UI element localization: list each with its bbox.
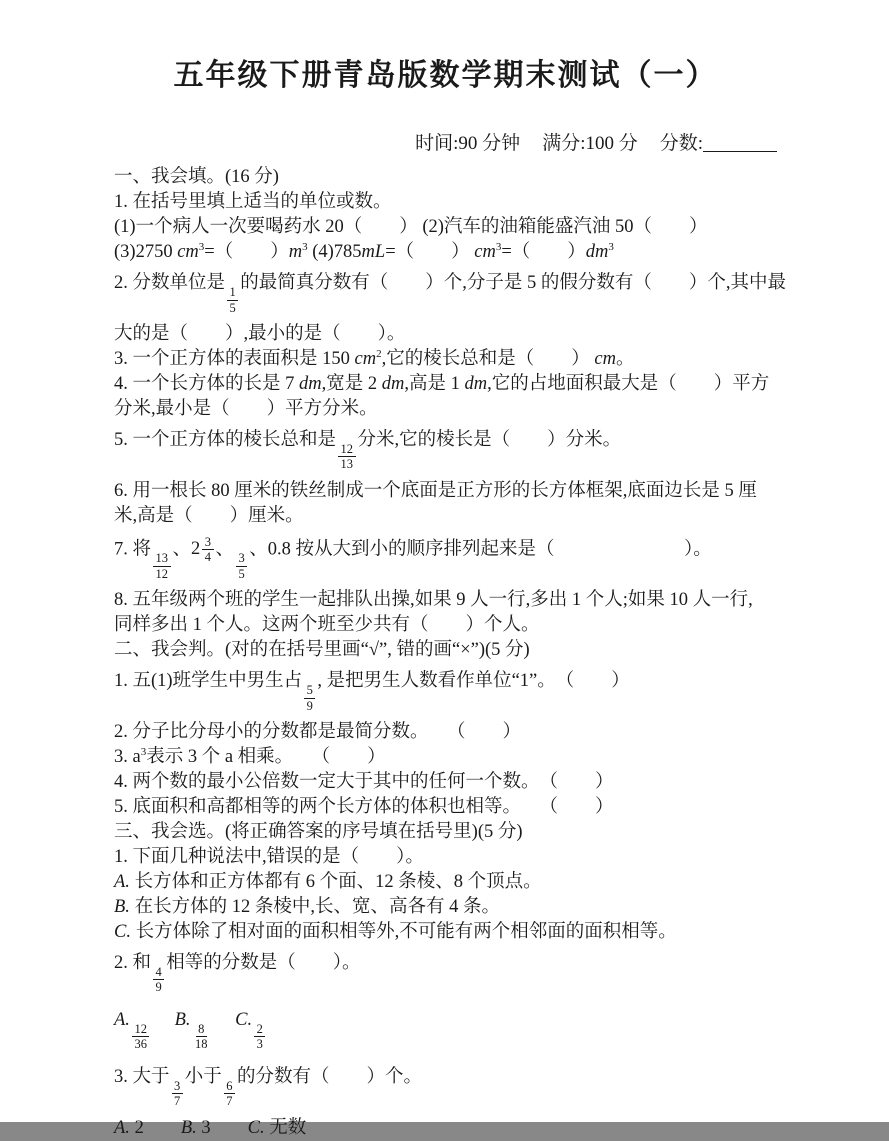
q3-1-option-a [114,870,777,895]
text-run: 3 [196,1117,248,1138]
q2-3 [114,745,777,770]
q2-1 [114,663,777,720]
italic-text-run: cm [594,348,616,369]
text-run: ,高是 1 [404,373,465,394]
text-run: 、0.8 按从大到小的顺序排列起来是（ ）。 [249,539,712,560]
q1-3 [114,347,777,372]
text-run: ,它的棱长总和是（ ） [381,348,595,369]
italic-text-run: A. [114,1117,130,1138]
unit-with-exponent: $m^3$ [288,240,308,262]
text-run: 无数 [264,1117,307,1138]
unit-with-exponent: $dm^3$ [585,240,614,262]
text-run: 小于 [184,1066,222,1087]
italic-text-run: C. [247,1117,265,1138]
fraction: $\frac{5}{9}$ [304,683,315,713]
text-run: 的分数有（ ）个。 [237,1066,423,1087]
text-run: 7. 将 [114,539,152,560]
q2-2 [114,720,777,745]
unit-with-exponent: $cm^2$ [354,347,382,369]
text-run: 1. 五(1)班学生中男生占 [114,671,303,691]
italic-text-run: mL [361,242,386,262]
text-run: 相等的分数是（ ）。 [166,952,361,973]
italic-text-run: C. [114,921,131,942]
text-run: 6. 用一根长 80 厘米的铁丝制成一个底面是正方形的长方体框架,底面边长是 5 厘 [114,480,757,501]
text-run: 1. 在括号里填上适当的单位或数。 [114,192,392,212]
text-run: 2. 分子比分母小的分数都是最简分数。 （ ） [114,721,522,742]
text-run: 米,高是（ ）厘米。 [114,505,304,526]
text-run: 2. 分数单位是 [114,273,226,293]
exam-body [114,165,787,1141]
text-run: (4)785 [307,242,362,262]
text-run: 分米,它的棱长是（ ）分米。 [357,429,622,450]
text-run: 4. 两个数的最小公倍数一定大于其中的任何一个数。 （ ） [114,771,614,792]
q3-3-options [114,1116,777,1141]
text-run: 在长方体的 12 条棱中,长、宽、高各有 4 条。 [129,896,500,917]
q1-1 [114,190,777,215]
page-content [114,58,787,1141]
text-run: 一、我会填。(16 分) [114,167,279,187]
text-run: =（ ） [204,242,289,262]
q1-2-line2 [114,322,777,347]
text-run: 大的是（ ）,最小的是（ ）。 [114,323,406,344]
section-2-heading [114,638,777,663]
score-blank-line [703,132,777,152]
text-run: (3)2750 [114,242,178,262]
italic-text-run: B. [114,896,130,917]
text-run: 2. 和 [114,952,152,973]
q1-2-line1 [114,265,787,322]
q1-1-sub12 [114,215,777,240]
text-run: 5. 一个正方体的棱长总和是 [114,429,337,450]
fraction: $\frac{1}{5}$ [227,285,238,315]
text-run: 2 [129,1117,181,1138]
text-run: 同样多出 1 个人。这两个班至少共有（ ）个人。 [114,615,540,635]
unit-with-exponent: $cm^3$ [474,240,502,262]
q2-4 [114,770,777,795]
q1-8-line1 [114,588,777,613]
fraction: $\frac{6}{7}$ [224,1079,235,1109]
italic-text-run: dm [381,373,405,394]
q1-7 [114,529,777,588]
fraction: $\frac{3}{7}$ [172,1079,183,1109]
text-run: 二、我会判。(对的在括号里画“√”, 错的画“×”)(5 分) [114,640,530,660]
q3-3 [114,1059,777,1116]
text-run: 3. 一个正方体的表面积是 150 [114,348,355,369]
text-run: 三、我会选。(将正确答案的序号填在括号里)(5 分) [114,821,523,842]
q1-4-line2 [114,397,777,422]
text-run: =（ ） [385,242,475,262]
text-run: 5. 底面积和高都相等的两个长方体的体积也相等。 （ ） [114,796,614,817]
italic-text-run: dm [299,373,322,394]
text-run: =（ ） [501,242,586,262]
text-run: 的最简真分数有（ ）个,分子是 5 的假分数有（ ）个,其中最 [240,273,787,293]
text-run [212,1010,235,1030]
text-run: 长方体除了相对面的面积相等外,不可能有两个相邻面的面积相等。 [130,921,677,942]
fraction: $\frac{3}{5}$ [236,551,247,581]
text-run: (1)一个病人一次要喝药水 20（ ） (2)汽车的油箱能盛汽油 50（ ） [114,217,708,237]
fraction: $\frac{2}{3}$ [254,1022,265,1052]
text-run: 。 [615,348,635,369]
fraction: $\frac{3}{4}$ [202,535,213,565]
q3-2-options [114,1002,777,1059]
text-run [151,1010,174,1030]
q1-4-line1 [114,372,777,397]
mixed-number: 2 $\frac{3}{4}$ [191,535,216,565]
text-run: ,宽是 2 [321,373,382,394]
text-run: 分米,最小是（ ）平方分米。 [114,398,378,419]
fraction: $\frac{12}{36}$ [132,1022,150,1052]
q1-5 [114,422,777,479]
q3-2 [114,945,777,1002]
q1-6-line2 [114,504,777,529]
italic-text-run: B. [174,1009,191,1030]
italic-text-run: C. [235,1009,253,1030]
fraction: $\frac{8}{18}$ [195,1021,208,1052]
text-run: 4. 一个长方体的长是 7 [114,373,300,394]
text-run: 1. 下面几种说法中,错误的是（ ）。 [114,846,424,867]
q3-1 [114,845,777,870]
text-run: 表示 3 个 a 相乘。 （ ） [146,746,386,767]
text-run: 、 [215,539,235,560]
text-run: 3. 大于 [114,1066,170,1087]
section-1-heading [114,165,777,190]
italic-text-run: dm [464,373,488,394]
time-label: 时间:90 分钟 [415,133,521,154]
italic-text-run: A. [114,871,130,892]
q3-1-option-b [114,895,777,920]
q3-1-option-c [114,920,777,945]
text-run: , 是把男生人数看作单位“1”。 （ ） [317,671,630,691]
unit-with-exponent: $cm^3$ [177,240,205,262]
exam-title: 五年级下册青岛版数学期末测试（一） [173,59,718,92]
full-score-label: 满分:100 分 [542,133,638,154]
exam-meta-line [114,128,777,155]
fraction: $\frac{4}{9}$ [153,965,164,995]
text-run: 长方体和正方体都有 6 个面、12 条棱、8 个顶点。 [129,871,542,892]
q1-8-line2 [114,613,777,638]
italic-text-run: B. [180,1117,197,1138]
q1-6-line1 [114,479,777,504]
text-run: 、 [172,539,192,560]
italic-text-run: A. [114,1009,130,1030]
fraction: $\frac{13}{12}$ [153,551,171,581]
unit-with-exponent: $a^3$ [132,745,147,767]
text-run: 8. 五年级两个班的学生一起排队出操,如果 9 人一行,多出 1 个人;如果 10 人一行, [114,590,753,610]
text-run: ,它的占地面积最大是（ ）平方 [487,373,770,394]
q1-1-sub34 [114,240,777,265]
q2-5 [114,795,777,820]
text-run: 3. [114,746,133,767]
fraction: $\frac{12}{13}$ [338,442,356,472]
section-3-heading [114,820,777,845]
score-label: 分数: [659,133,703,154]
